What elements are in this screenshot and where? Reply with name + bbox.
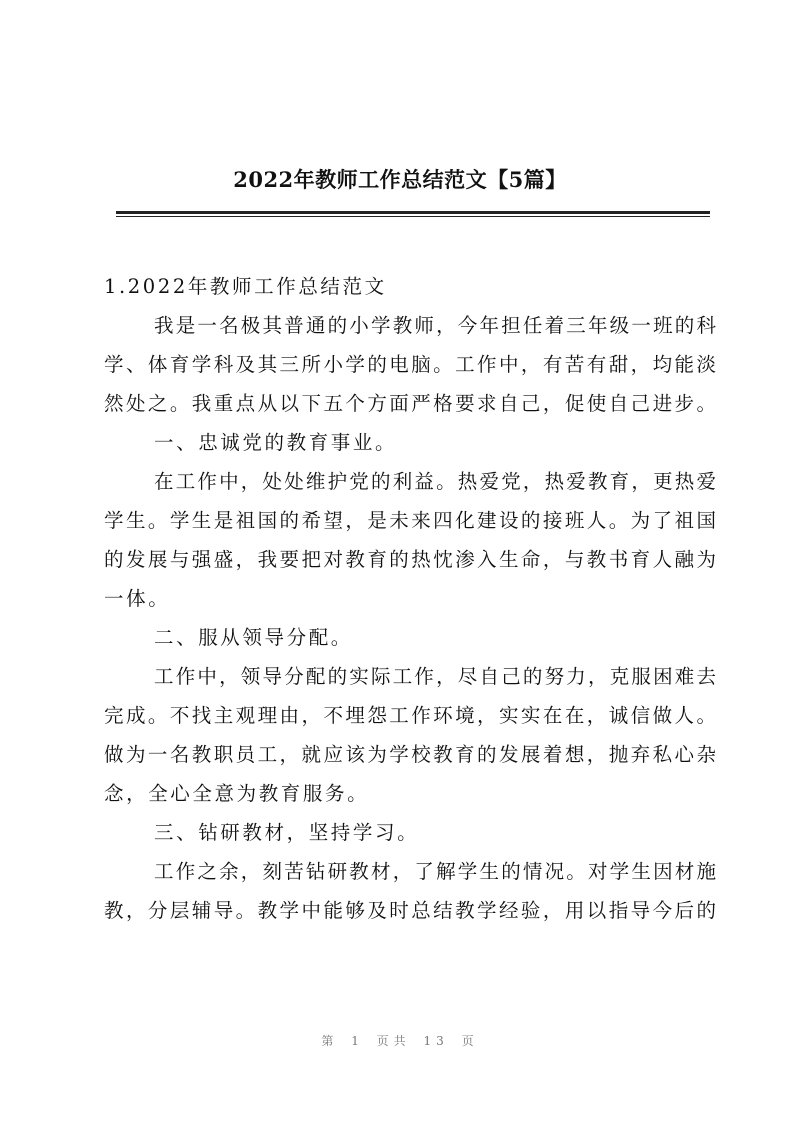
section-heading: 1.2022年教师工作总结范文: [104, 275, 387, 298]
paragraph-line: 的发展与强盛，我要把对教育的热忱渗入生命，与教书育人融为: [104, 548, 716, 571]
paragraph-line: 我是一名极其普通的小学教师，今年担任着三年级一班的科: [154, 314, 716, 337]
document-body: [104, 267, 716, 930]
subheading: 三、钻研教材，坚持学习。: [154, 821, 420, 844]
paragraph-line: 在工作中，处处维护党的利益。热爱党，热爱教育，更热爱: [154, 470, 716, 493]
paragraph-line: 教，分层辅导。教学中能够及时总结教学经验，用以指导今后的: [104, 899, 716, 922]
paragraph-line: 做为一名教职员工，就应该为学校教育的发展着想，抛弃私心杂: [104, 743, 716, 766]
paragraph-line: 学生。学生是祖国的希望，是未来四化建设的接班人。为了祖国: [104, 509, 716, 532]
paragraph-line: 一体。: [104, 587, 171, 610]
title-divider: [116, 211, 710, 214]
paragraph-line: 完成。不找主观理由，不埋怨工作环境，实实在在，诚信做人。: [104, 704, 716, 727]
subheading: 一、忠诚党的教育事业。: [154, 431, 398, 454]
paragraph-line: 工作之余，刻苦钻研教材，了解学生的情况。对学生因材施: [154, 860, 716, 883]
title-divider-thin: [116, 216, 710, 217]
paragraph-line: 学、体育学科及其三所小学的电脑。工作中，有苦有甜，均能淡: [104, 353, 716, 376]
paragraph-line: 工作中，领导分配的实际工作，尽自己的努力，克服困难去: [154, 665, 716, 688]
subheading: 二、服从领导分配。: [154, 626, 353, 649]
page-title: 2022年教师工作总结范文【5篇】: [233, 167, 567, 192]
paragraph-line: 然处之。我重点从以下五个方面严格要求自己，促使自己进步。: [104, 392, 716, 415]
page-number-footer: 第 1 页共 13 页: [321, 1034, 479, 1048]
paragraph-line: 念，全心全意为教育服务。: [104, 782, 370, 805]
